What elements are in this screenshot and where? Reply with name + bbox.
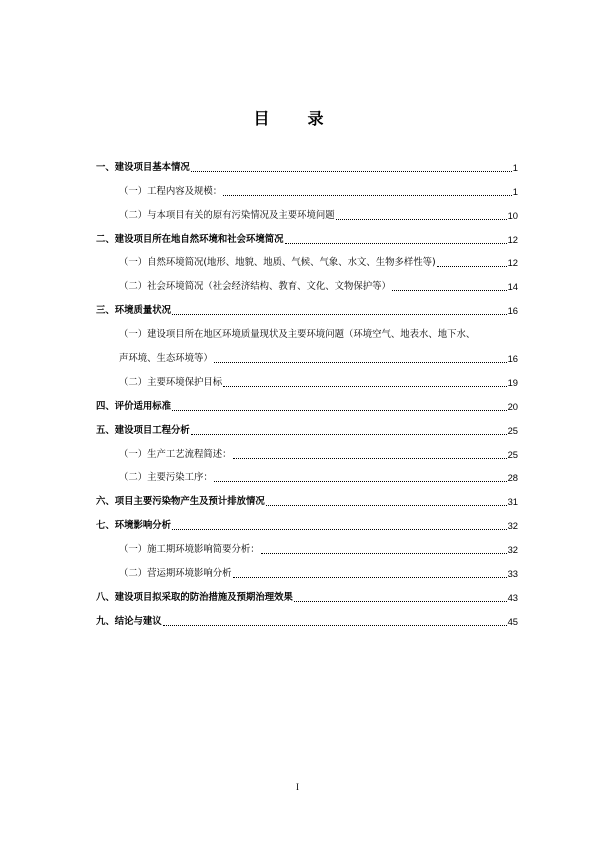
- toc-page-number: 25: [507, 424, 518, 436]
- toc-page-number: 45: [507, 615, 518, 627]
- toc-entry-text: 五、建设项目工程分析: [96, 424, 190, 436]
- dot-leader: [261, 553, 507, 554]
- dot-leader: [223, 386, 506, 387]
- toc-page-number: 32: [507, 520, 518, 532]
- toc-page-number: 43: [507, 591, 518, 603]
- page-number-footer: I: [296, 782, 299, 792]
- dot-leader: [285, 243, 507, 244]
- toc-title: 目录: [253, 109, 362, 128]
- toc-entry[interactable]: [96, 556, 518, 580]
- toc-page-number: 31: [507, 496, 518, 508]
- toc-entry[interactable]: [96, 484, 518, 508]
- dot-leader: [223, 195, 512, 196]
- toc-entry[interactable]: [96, 341, 518, 365]
- toc-entry[interactable]: [96, 269, 518, 293]
- toc-entry-text: 九、结论与建议: [96, 615, 162, 627]
- toc-entry-text: （二）主要环境保护目标: [119, 376, 223, 388]
- toc-page-number: 14: [507, 281, 518, 293]
- dot-leader: [214, 481, 507, 482]
- toc-entry-text: 二、建设项目所在地自然环境和社会环境简况: [96, 233, 284, 245]
- toc-entry-text: （二）营运期环境影响分析: [119, 568, 232, 580]
- toc-entry-text: （二）主要污染工序：: [119, 472, 213, 484]
- dot-leader: [214, 362, 507, 363]
- toc-entry[interactable]: [96, 508, 518, 532]
- toc-entry-text: 四、评价适用标准: [96, 400, 172, 412]
- toc-entry[interactable]: [96, 198, 518, 222]
- toc-page-number: 20: [507, 400, 518, 412]
- toc-entry-text: （二）社会环境简况（社会经济结构、教育、文化、文物保护等）: [119, 281, 391, 293]
- toc-entry-text: 声环境、生态环境等）: [119, 353, 213, 365]
- dot-leader: [172, 529, 507, 530]
- toc-page-number: 1: [512, 185, 518, 197]
- toc-page-number: 25: [507, 448, 518, 460]
- toc-entry-text: 七、环境影响分析: [96, 520, 172, 532]
- toc-page-number: 16: [507, 353, 518, 365]
- toc-entry-text: （一）施工期环境影响简要分析：: [119, 544, 260, 556]
- toc-entry-text: （二）与本项目有关的原有污染情况及主要环境问题: [119, 209, 335, 221]
- toc-page-number: 32: [507, 544, 518, 556]
- toc-entry-text: 一、建设项目基本情况: [96, 161, 190, 173]
- dot-leader: [191, 171, 512, 172]
- toc-entry-text: （一）生产工艺流程简述：: [119, 448, 232, 460]
- toc-entry[interactable]: [96, 437, 518, 461]
- toc-entry-text: （一）自然环境简况(地形、地貌、地质、气候、气象、水文、生物多样性等): [119, 257, 436, 269]
- toc-page-number: 1: [512, 161, 518, 173]
- toc-entry[interactable]: [96, 222, 518, 246]
- dot-leader: [191, 434, 507, 435]
- toc-entry[interactable]: [96, 246, 518, 270]
- toc-entry[interactable]: [96, 317, 518, 341]
- toc-entry[interactable]: [96, 532, 518, 556]
- dot-leader: [437, 266, 507, 267]
- table-of-contents: [96, 150, 518, 628]
- toc-page-number: 33: [507, 568, 518, 580]
- toc-entry[interactable]: [96, 293, 518, 317]
- toc-page-number: 16: [507, 305, 518, 317]
- toc-entry[interactable]: [96, 580, 518, 604]
- dot-leader: [172, 314, 507, 315]
- dot-leader: [233, 577, 507, 578]
- toc-entry[interactable]: [96, 389, 518, 413]
- toc-entry-text: （一）建设项目所在地区环境质量现状及主要环境问题（环境空气、地表水、地下水、: [119, 329, 476, 341]
- toc-page-number: 28: [507, 472, 518, 484]
- dot-leader: [392, 290, 507, 291]
- toc-entry-text: 八、建设项目拟采取的防治措施及预期治理效果: [96, 591, 293, 603]
- toc-page-number: 12: [507, 233, 518, 245]
- toc-entry-text: （一）工程内容及规模：: [119, 185, 223, 197]
- toc-page-number: 12: [507, 257, 518, 269]
- toc-entry-text: 三、环境质量状况: [96, 305, 172, 317]
- toc-page-number: 10: [507, 209, 518, 221]
- dot-leader: [233, 458, 507, 459]
- dot-leader: [163, 625, 507, 626]
- toc-entry[interactable]: [96, 413, 518, 437]
- dot-leader: [294, 601, 507, 602]
- toc-entry[interactable]: [96, 604, 518, 628]
- dot-leader: [172, 410, 507, 411]
- toc-entry[interactable]: [96, 365, 518, 389]
- toc-page-number: 19: [507, 376, 518, 388]
- toc-entry-text: 六、项目主要污染物产生及预计排放情况: [96, 496, 265, 508]
- dot-leader: [266, 505, 507, 506]
- toc-entry[interactable]: [96, 150, 518, 174]
- toc-entry[interactable]: [96, 461, 518, 485]
- dot-leader: [336, 219, 507, 220]
- toc-entry[interactable]: [96, 174, 518, 198]
